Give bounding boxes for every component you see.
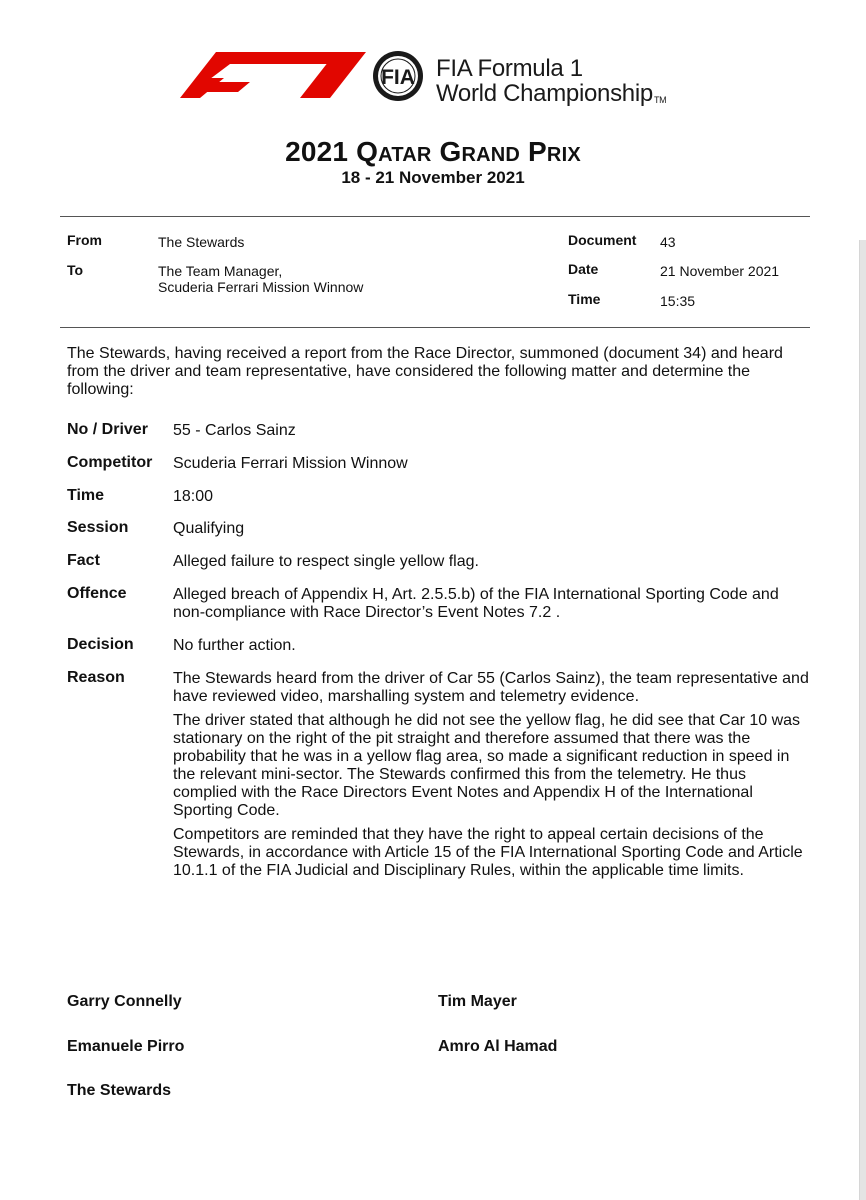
to-value bbox=[158, 263, 363, 295]
date-value: 21 November 2021 bbox=[660, 263, 780, 279]
fia-emblem-icon bbox=[373, 51, 423, 101]
session-time-value: 18:00 bbox=[173, 488, 214, 505]
brand-name bbox=[436, 56, 666, 113]
date-label: Date bbox=[568, 261, 599, 277]
stewards-footer: The Stewards bbox=[67, 1082, 172, 1099]
driver-value: 55 - Carlos Sainz bbox=[173, 422, 296, 439]
session-time-label: Time bbox=[67, 487, 105, 504]
fia-emblem-text: FIA bbox=[381, 66, 415, 89]
to-value-line2: Scuderia Ferrari Mission Winnow bbox=[158, 279, 364, 295]
brand-name-line2: World ChampionshipTM bbox=[436, 80, 667, 107]
offence-label: Offence bbox=[67, 585, 127, 602]
from-value: The Stewards bbox=[158, 234, 245, 250]
reason-paragraph-1: The Stewards heard from the driver of Car 55 (Carlos Sainz), the team representative and have reviewed video, marshalling system and telemetry evidence. bbox=[173, 670, 809, 705]
session-value: Qualifying bbox=[173, 520, 245, 537]
fact-label: Fact bbox=[67, 552, 100, 569]
to-label: To bbox=[67, 262, 84, 278]
fact-value: Alleged failure to respect single yellow flag. bbox=[173, 553, 479, 570]
reason-paragraph-2: The driver stated that although he did not see the yellow flag, he did see that Car 10 was stationary on the right of the pit straight and therefore assumed that there was the probability that he was in a yellow flag area, so made a significant reduction in speed in the relevant mini-sector. The Stewards confirmed this from the telemetry. He thus complied with the Race Directors Event Notes and Appendix H of the International Sporting Code. bbox=[173, 712, 801, 819]
competitor-value: Scuderia Ferrari Mission Winnow bbox=[173, 455, 408, 472]
steward-signature-2: Tim Mayer bbox=[438, 993, 517, 1010]
header-top-divider bbox=[60, 216, 810, 217]
event-title: 2021 Qatar Grand Prix bbox=[285, 136, 581, 167]
reason-label: Reason bbox=[67, 669, 125, 686]
offence-value: Alleged breach of Appendix H, Art. 2.5.5.b) of the FIA International Sporting Code and non-compliance with Race Director’s Event Notes 7.2 . bbox=[173, 586, 779, 621]
document-number: 43 bbox=[660, 234, 676, 250]
time-value: 15:35 bbox=[660, 293, 696, 309]
trademark-mark: TM bbox=[653, 95, 667, 105]
steward-signature-3: Emanuele Pirro bbox=[67, 1038, 185, 1055]
decision-label: Decision bbox=[67, 636, 134, 653]
f1-logo-icon bbox=[180, 52, 366, 98]
reason-text bbox=[173, 670, 813, 886]
scrollbar[interactable] bbox=[859, 240, 866, 1200]
steward-signature-1: Garry Connelly bbox=[67, 993, 182, 1010]
decision-value: No further action. bbox=[173, 637, 296, 654]
driver-label: No / Driver bbox=[67, 421, 148, 438]
from-label: From bbox=[67, 232, 102, 248]
competitor-label: Competitor bbox=[67, 454, 153, 471]
reason-paragraph-3: Competitors are reminded that they have the right to appeal certain decisions of the Stewards, in accordance with Article 15 of the FIA International Sporting Code and Article 10.1.1 of the FIA Judicial and Disciplinary Rules, within the applicable time limits. bbox=[173, 826, 803, 879]
event-dates: 18 - 21 November 2021 bbox=[341, 168, 525, 187]
session-label: Session bbox=[67, 519, 129, 536]
intro-paragraph: The Stewards, having received a report from the Race Director, summoned (document 34) and heard from the driver and team representative, have considered the following matter and determine the following: bbox=[67, 345, 783, 398]
brand-name-line1: FIA Formula 1 bbox=[436, 55, 583, 82]
steward-signature-4: Amro Al Hamad bbox=[438, 1038, 558, 1055]
to-value-line1: The Team Manager, bbox=[158, 263, 283, 279]
document-label: Document bbox=[568, 232, 637, 248]
time-label: Time bbox=[568, 291, 601, 307]
header-bottom-divider bbox=[60, 327, 810, 328]
